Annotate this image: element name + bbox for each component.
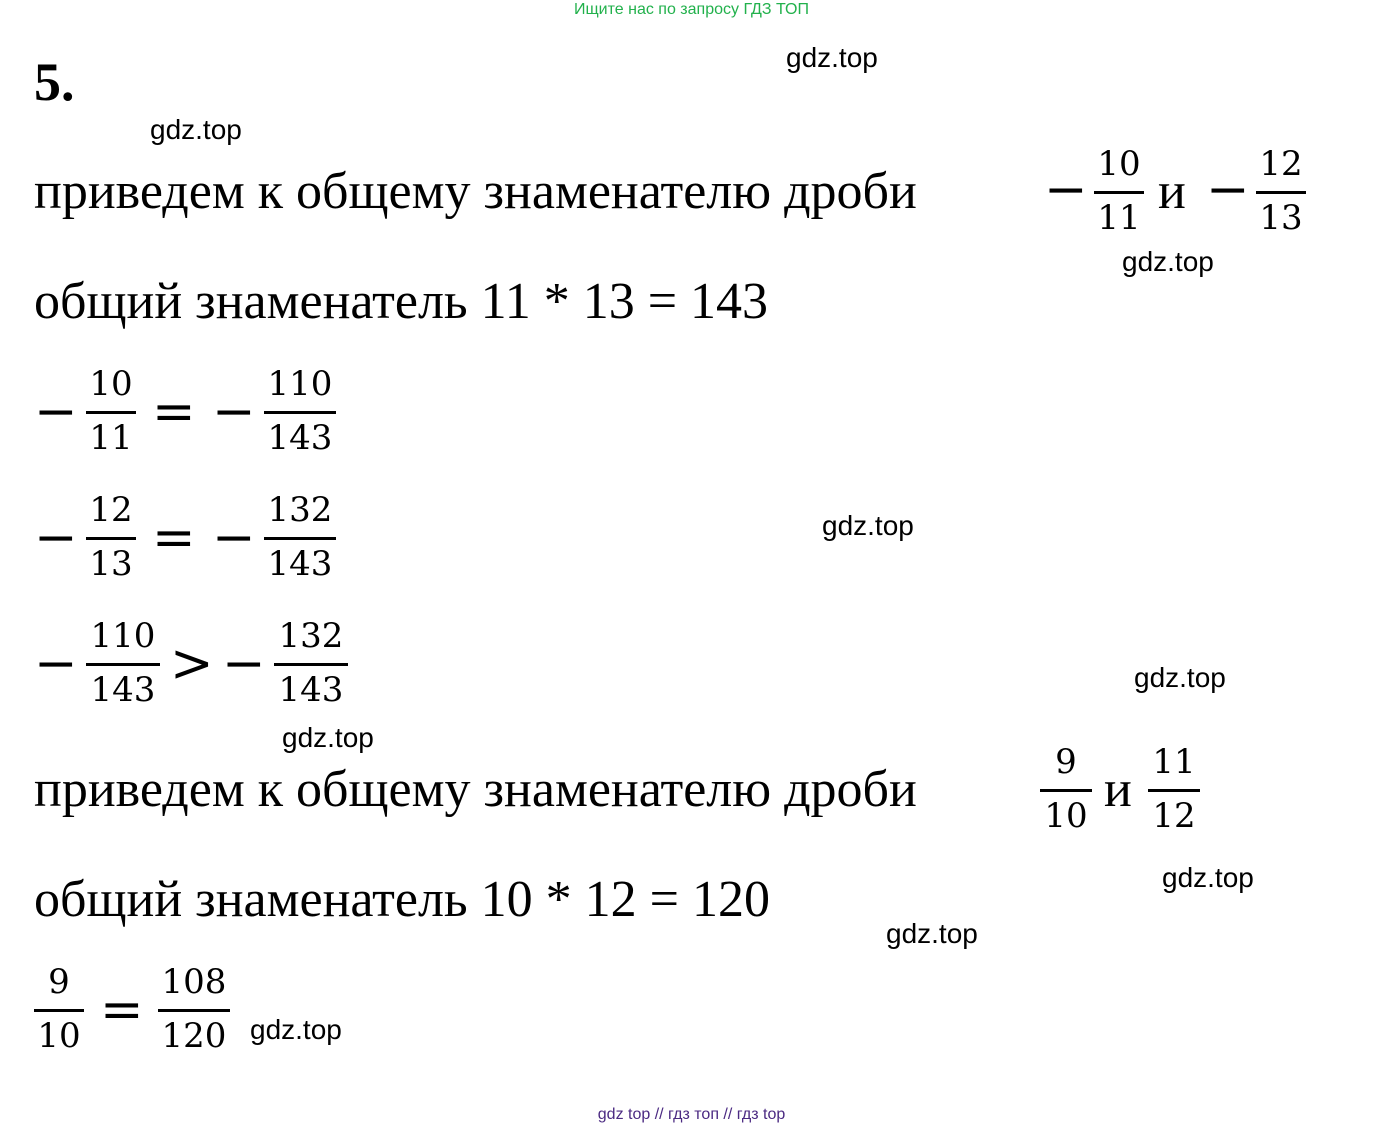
fraction-bar: [1148, 789, 1200, 792]
equals-sign: =: [152, 382, 196, 442]
denominator: 13: [89, 544, 133, 584]
minus-sign: −: [222, 634, 266, 694]
fraction: [1256, 144, 1306, 244]
minus-sign: −: [34, 382, 78, 442]
fraction: [1148, 742, 1200, 842]
numerator: 9: [48, 962, 70, 1002]
watermark: gdz.top: [786, 42, 878, 73]
fraction: [86, 616, 160, 716]
numerator: 108: [161, 962, 227, 1002]
numerator: 12: [89, 490, 133, 530]
denominator: 120: [161, 1016, 227, 1056]
equals-sign: =: [152, 508, 196, 568]
watermark: gdz.top: [150, 114, 242, 145]
numerator: 110: [267, 364, 333, 404]
denominator: 11: [89, 418, 133, 458]
fraction: [34, 962, 84, 1062]
denominator: 10: [1044, 796, 1088, 836]
denominator: 11: [1097, 198, 1141, 238]
denominator: 143: [267, 418, 333, 458]
line6-text: приведем к общему знаменателю дроби: [34, 761, 917, 818]
fraction: [274, 616, 348, 716]
denominator: 143: [90, 670, 156, 710]
minus-sign: −: [34, 508, 78, 568]
fraction: [264, 364, 336, 464]
fraction-bar: [86, 663, 160, 666]
fraction-bar: [274, 663, 348, 666]
line1-text: приведем к общему знаменателю дроби: [34, 163, 917, 220]
watermark: gdz.top: [886, 918, 978, 949]
minus-sign: −: [212, 382, 256, 442]
fraction-bar: [34, 1009, 84, 1012]
fraction-bar: [1040, 789, 1092, 792]
numerator: 11: [1152, 742, 1196, 782]
denominator: 13: [1259, 198, 1303, 238]
greater-than-sign: >: [170, 634, 214, 694]
watermark: gdz.top: [1162, 862, 1254, 893]
numerator: 10: [1097, 144, 1141, 184]
equals-sign: =: [100, 980, 144, 1040]
minus-sign: −: [1206, 160, 1250, 220]
watermark: gdz.top: [1122, 246, 1214, 277]
minus-sign: −: [34, 634, 78, 694]
denominator: 10: [37, 1016, 81, 1056]
fraction: [1094, 144, 1144, 244]
watermark: gdz.top: [282, 722, 374, 753]
fraction-bar: [1094, 191, 1144, 194]
task-number: 5.: [34, 52, 75, 112]
fraction: [264, 490, 336, 590]
numerator: 10: [89, 364, 133, 404]
footer-links: gdz top // гдз топ // гдз top: [597, 1106, 786, 1123]
minus-sign: −: [212, 508, 256, 568]
numerator: 110: [90, 616, 156, 656]
denominator: 143: [278, 670, 344, 710]
fraction: [1040, 742, 1092, 842]
numerator: 132: [267, 490, 333, 530]
watermark: gdz.top: [1134, 662, 1226, 693]
fraction: [86, 364, 136, 464]
conjunction: и: [1158, 163, 1186, 220]
search-banner: Ищите нас по запросу ГДЗ ТОП: [574, 1, 809, 18]
fraction-bar: [158, 1009, 230, 1012]
numerator: 9: [1055, 742, 1077, 782]
denominator: 143: [267, 544, 333, 584]
fraction-bar: [264, 411, 336, 414]
numerator: 12: [1259, 144, 1303, 184]
denominator: 12: [1152, 796, 1196, 836]
line7-text: общий знаменатель 10 * 12 = 120: [34, 871, 770, 928]
fraction: [158, 962, 230, 1062]
minus-sign: −: [1044, 160, 1088, 220]
fraction: [86, 490, 136, 590]
fraction-bar: [1256, 191, 1306, 194]
watermark: gdz.top: [250, 1014, 342, 1045]
line2-text: общий знаменатель 11 * 13 = 143: [34, 273, 769, 330]
numerator: 132: [278, 616, 344, 656]
fraction-bar: [264, 537, 336, 540]
fraction-bar: [86, 411, 136, 414]
conjunction: и: [1104, 761, 1132, 818]
fraction-bar: [86, 537, 136, 540]
watermark: gdz.top: [822, 510, 914, 541]
